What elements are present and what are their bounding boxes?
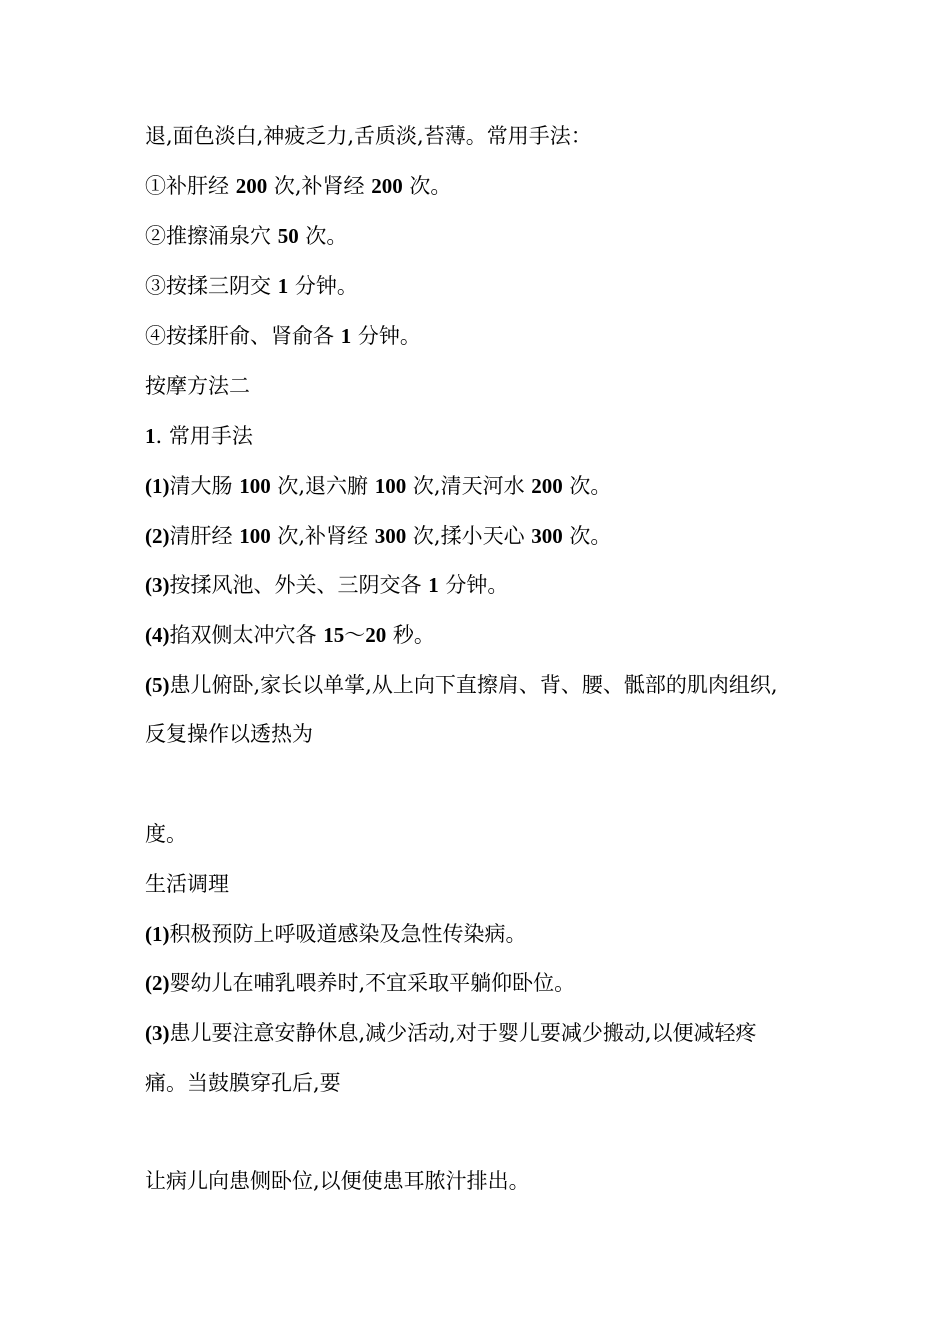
subsection-heading bbox=[145, 422, 253, 450]
list-item bbox=[145, 172, 451, 200]
text-run: 积极预防上呼吸道感染及急性传染病。 bbox=[169, 922, 527, 946]
text-run: 生活调理 bbox=[145, 872, 229, 896]
list-item bbox=[145, 671, 778, 699]
text-run: 次,补肾经 bbox=[267, 174, 372, 198]
bold-run: (2) bbox=[145, 524, 170, 548]
text-run: 次。 bbox=[562, 524, 612, 548]
bold-run: 200 bbox=[235, 174, 268, 198]
bold-run: 1 bbox=[340, 324, 352, 348]
text-run: 度。 bbox=[145, 822, 187, 846]
text-run: 痛。当鼓膜穿孔后,要 bbox=[145, 1071, 341, 1095]
list-item bbox=[145, 522, 611, 550]
text-run: 反复操作以透热为 bbox=[145, 722, 313, 746]
list-item bbox=[145, 621, 435, 649]
bold-run: (2) bbox=[145, 971, 170, 995]
list-item bbox=[145, 571, 508, 599]
list-item bbox=[145, 322, 421, 350]
bold-run: (4) bbox=[145, 623, 170, 647]
text-run: 分钟。 bbox=[351, 324, 421, 348]
text-run: ①补肝经 bbox=[145, 174, 236, 198]
text-run: 让病儿向患侧卧位,以便使患耳脓汁排出。 bbox=[145, 1169, 530, 1193]
text-run: 秒。 bbox=[386, 623, 435, 647]
bold-run: (5) bbox=[145, 673, 170, 697]
text-run: ③按揉三阴交 bbox=[145, 274, 278, 298]
bold-run: 200 bbox=[371, 174, 403, 198]
bold-run: 300 bbox=[531, 524, 563, 548]
bold-run: 200 bbox=[531, 474, 563, 498]
text-run: 分钟。 bbox=[438, 573, 509, 597]
list-item bbox=[145, 920, 527, 948]
text-run: ～ bbox=[344, 623, 366, 647]
list-item bbox=[145, 969, 575, 997]
text-run: 婴幼儿在哺乳喂养时,不宜采取平躺仰卧位。 bbox=[169, 971, 576, 995]
text-line bbox=[145, 1069, 341, 1097]
bold-run: (1) bbox=[145, 474, 170, 498]
text-run: 次,揉小天心 bbox=[406, 524, 532, 548]
text-run: 清肝经 bbox=[169, 524, 240, 548]
bold-run: 50 bbox=[277, 224, 299, 248]
text-run: 按揉风池、外关、三阴交各 bbox=[169, 573, 429, 597]
bold-run: 1 bbox=[145, 424, 156, 448]
bold-run: 300 bbox=[374, 524, 407, 548]
text-run: 次,退六腑 bbox=[270, 474, 375, 498]
bold-run: 100 bbox=[239, 524, 271, 548]
list-item bbox=[145, 1019, 757, 1047]
text-line bbox=[145, 122, 592, 150]
text-run: 清大肠 bbox=[169, 474, 240, 498]
section-heading bbox=[145, 870, 229, 898]
bold-run: 20 bbox=[365, 623, 387, 647]
bold-run: (3) bbox=[145, 573, 170, 597]
section-heading bbox=[145, 372, 250, 400]
bold-run: (3) bbox=[145, 1021, 170, 1045]
text-run: 次,清天河水 bbox=[406, 474, 532, 498]
text-line bbox=[145, 820, 187, 848]
list-item bbox=[145, 272, 358, 300]
bold-run: 100 bbox=[239, 474, 271, 498]
text-run: 分钟。 bbox=[288, 274, 358, 298]
bold-run: 100 bbox=[374, 474, 407, 498]
bold-run: 1 bbox=[277, 274, 289, 298]
text-run: ②推擦涌泉穴 bbox=[145, 224, 278, 248]
text-run: 按摩方法二 bbox=[145, 374, 250, 398]
text-run: 患儿俯卧,家长以单掌,从上向下直擦肩、背、腰、骶部的肌肉组织, bbox=[169, 673, 778, 697]
list-item bbox=[145, 222, 347, 250]
text-run: 掐双侧太冲穴各 bbox=[169, 623, 324, 647]
text-line bbox=[145, 720, 313, 748]
bold-run: 1 bbox=[428, 573, 439, 597]
text-run: . 常用手法 bbox=[155, 424, 253, 448]
text-run: 次,补肾经 bbox=[270, 524, 375, 548]
text-line bbox=[145, 1167, 530, 1195]
text-run: 次。 bbox=[298, 224, 348, 248]
list-item bbox=[145, 472, 611, 500]
bold-run: 15 bbox=[323, 623, 345, 647]
bold-run: (1) bbox=[145, 922, 170, 946]
text-run: ④按揉肝俞、肾俞各 bbox=[145, 324, 341, 348]
text-run: 退,面色淡白,神疲乏力,舌质淡,苔薄。常用手法： bbox=[145, 124, 592, 148]
text-run: 次。 bbox=[402, 174, 452, 198]
text-run: 患儿要注意安静休息,减少活动,对于婴儿要减少搬动,以便减轻疼 bbox=[169, 1021, 757, 1045]
text-run: 次。 bbox=[562, 474, 612, 498]
